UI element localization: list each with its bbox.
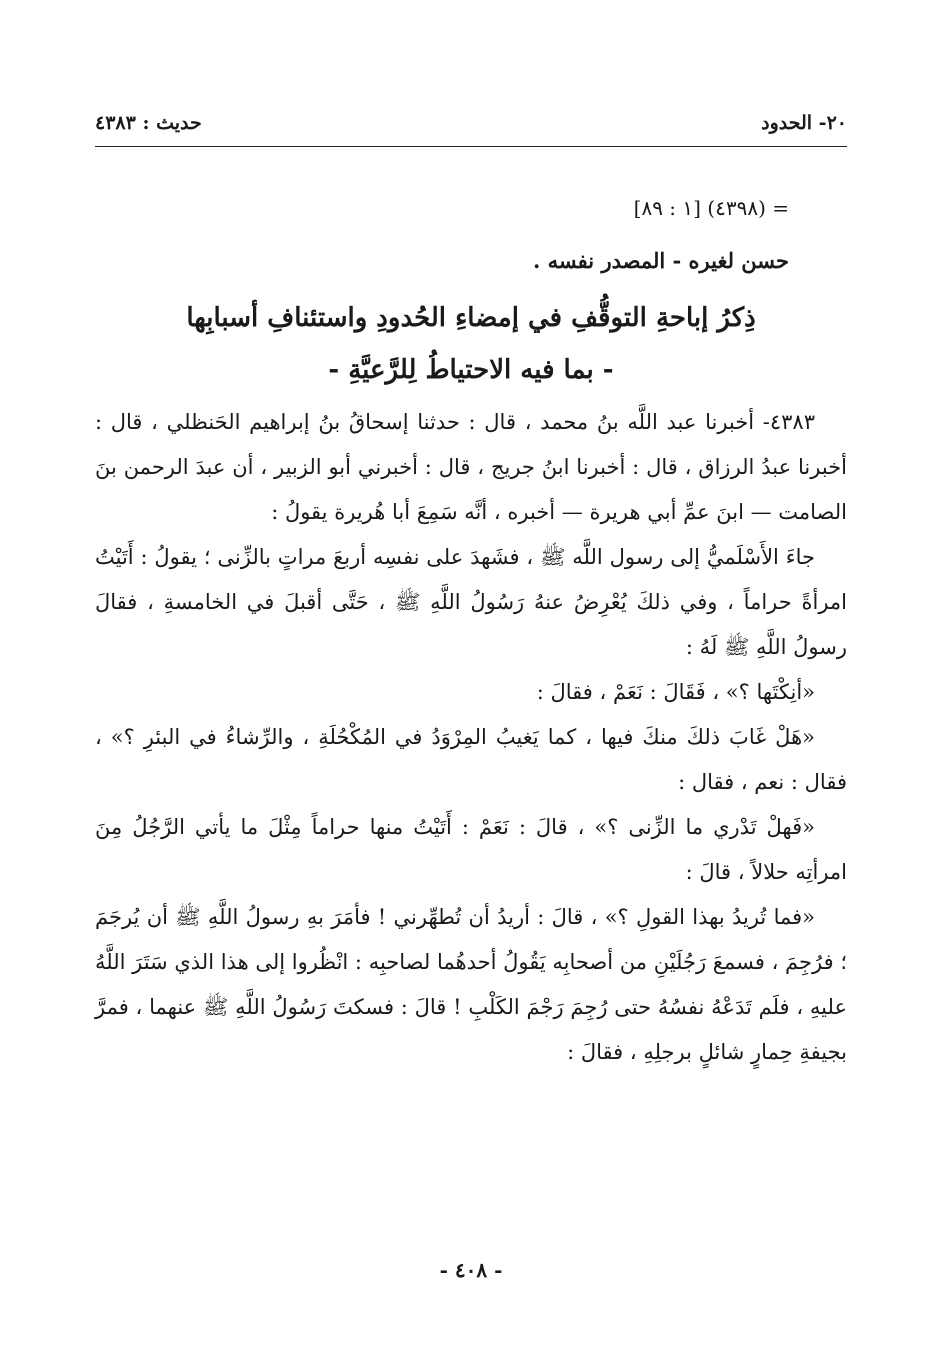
chapter-heading: ٢٠- الحدود (761, 112, 847, 134)
paragraph: «فما تُريدُ بهذا القولِ ؟» ، قالَ : أريدُ أن تُطهِّرني ! فأمَرَ بهِ رسولُ اللَّهِ ﷺ أن يُرجَمَ ؛ فرُجِمَ ، فسمعَ رَجُلَيْنِ من أصحابِه يَقُولُ أحدهُما لصاحبِه : انْظُروا إلى هذا الذي سَتَرَ اللَّهُ عليهِ ، فلَم تَدَعْهُ نفسُهُ حتى رُجِمَ رَجْمَ الكَلْبِ ! قالَ : فسكتَ رَسُولُ اللَّهِ ﷺ عنهما ، فمرَّ بجيفةِ حِمارٍ شائلٍ برجلِهِ ، فقالَ : (95, 905, 847, 1064)
paragraph: «أنِكْتَها ؟» ، فَقَالَ : نَعَمْ ، فقالَ : (536, 680, 815, 704)
paragraph: «فَهلْ تَدْري ما الزِّنى ؟» ، قالَ : نَعَمْ : أَتَيْتُ منها حراماً مِثْلَ ما يأتي الرَّجُلُ مِنَ امرأتِه حلالاً ، قالَ : (95, 815, 847, 884)
hadith-reference: حديث : ٤٣٨٣ (95, 112, 202, 134)
section-title-line-2: - بما فيه الاحتياطُ لِلرَّعيَّةِ - (328, 355, 614, 385)
book-page (95, 0, 847, 1368)
page-number: - ٤٠٨ - (439, 1258, 503, 1282)
hadith-text (95, 400, 847, 1075)
section-title-line-1: ذِكرُ إباحةِ التوقُّفِ في إمضاءِ الحُدودِ واستئنافِ أسبابِها (186, 303, 756, 333)
running-header (95, 112, 847, 144)
header-divider (95, 146, 847, 147)
section-title (95, 292, 847, 396)
paragraph-isnad: ٤٣٨٣- أخبرنا عبد اللَّه بنُ محمد ، قال : حدثنا إسحاقُ بنُ إبراهيم الحَنظلي ، قال : أخبرنا عبدُ الرزاق ، قال : أخبرنا ابنُ جريج ، قال : أخبرني أبو الزبير ، أن عبدَ الرحمن بنَ الصامت — ابنَ عمِّ أبي هريرة — أخبره ، أنَّه سَمِعَ أبا هُريرة يقولُ : (95, 410, 847, 524)
cross-reference: = (٤٣٩٨) [١ : ٨٩] (633, 196, 789, 220)
hadith-grade: حسن لغيره - المصدر نفسه . (533, 248, 789, 273)
paragraph: جاءَ الأَسْلَميُّ إلى رسول اللَّه ﷺ ، فشَهدَ على نفسِه أربعَ مراتٍ بالزِّنى ؛ يقولُ : أَتَيْتُ امرأةً حراماً ، وفي ذلكَ يُعْرِضُ عنهُ رَسُولُ اللَّهِ ﷺ ، حَتَّى أقبلَ في الخامسةِ ، فقالَ رسولُ اللَّهِ ﷺ لَهُ : (95, 545, 847, 659)
paragraph: «هَلْ غَابَ ذلكَ منكَ فيها ، كما يَغيبُ المِرْوَدُ في المُكْحُلَةِ ، والرِّشاءُ في البئرِ ؟» ، فقال : نعم ، فقال : (95, 725, 847, 794)
